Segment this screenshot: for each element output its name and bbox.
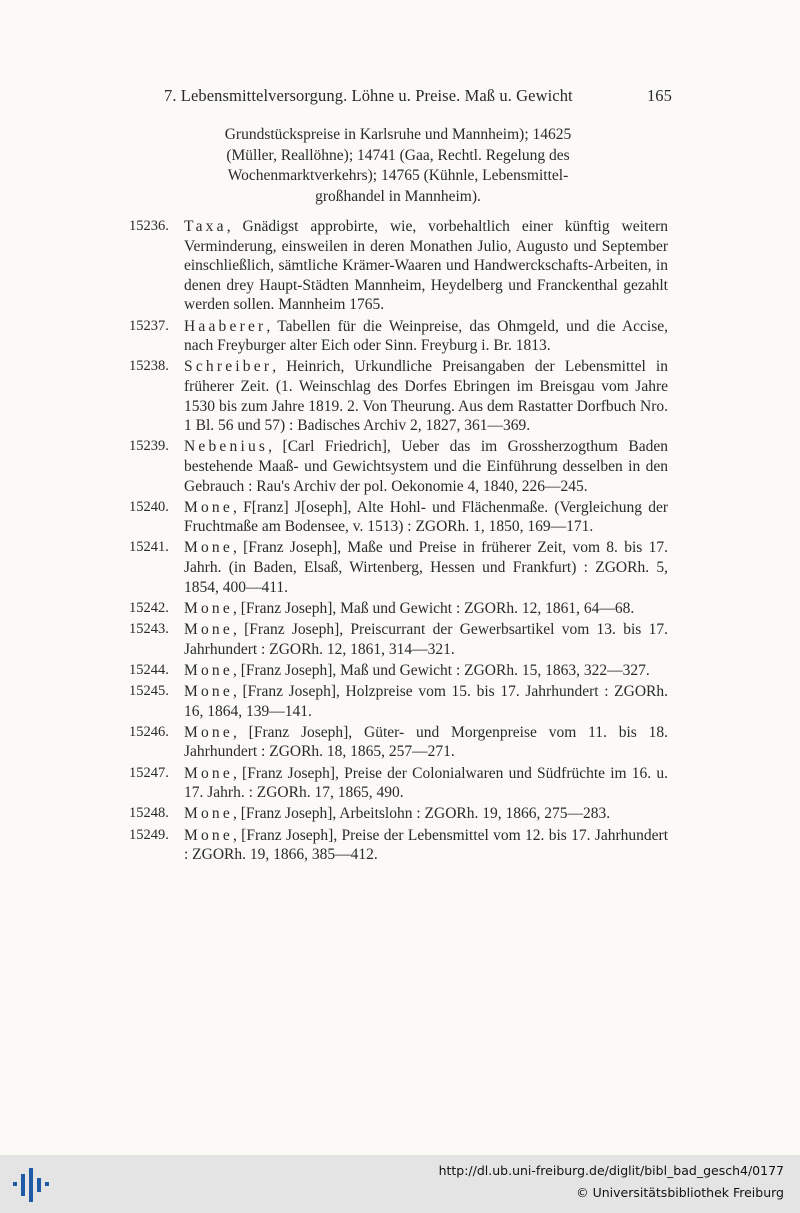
running-head <box>164 86 672 106</box>
entry-author: Mone <box>184 498 233 516</box>
entry-text <box>184 723 668 762</box>
entry-description: , [Franz Joseph], Maße und Preise in früherer Zeit, vom 8. bis 17. Jahrh. (in Baden, Elsaß, Wirtenberg, Hessen und Frankfurt) : ZGORh. 5, 1854, 400—411. <box>184 539 668 596</box>
bibliography-entry <box>0 538 668 597</box>
entry-author: Mone <box>184 683 233 700</box>
entry-description: , Heinrich, Urkundliche Preisangaben der Lebensmittel in früherer Zeit. (1. Weinschlag des Dorfes Ebringen im Breisgau vom Jahre 1530 bis zum Jahre 1819. 2. Von Theurung. Aus dem Rastatter Dorfbuch Nro. 1 Bl. 56 und 57) : Badisches Archiv 2, 1827, 361—369. <box>184 358 668 435</box>
entry-number: 15248. <box>129 805 169 822</box>
bibliography-entry <box>0 437 668 496</box>
ub-freiburg-logo-icon[interactable] <box>10 1165 50 1205</box>
bibliography-entry <box>0 661 668 681</box>
entry-text <box>184 661 668 681</box>
entry-text <box>184 357 668 435</box>
entry-text <box>184 498 668 537</box>
entry-text <box>184 437 668 496</box>
page-number: 165 <box>646 86 672 105</box>
entry-text <box>184 217 668 315</box>
entry-description: , [Franz Joseph], Maß und Gewicht : ZGORh. 15, 1863, 322—327. <box>232 661 650 679</box>
entry-author: Mone <box>184 805 233 823</box>
entry-number: 15240. <box>129 498 169 515</box>
entry-description: , [Franz Joseph], Preise der Lebensmittel vom 12. bis 17. Jahrhundert : ZGORh. 19, 1866, 385—412. <box>184 826 668 864</box>
bibliography-entry <box>0 498 668 537</box>
bibliography-entry <box>0 764 668 803</box>
entry-description: , [Franz Joseph], Arbeitslohn : ZGORh. 19, 1866, 275—283. <box>232 805 611 823</box>
entry-number: 15243. <box>129 621 169 638</box>
intro-line: Wochenmarktverkehrs); 14765 (Kühnle, Lebensmittel- <box>227 167 569 184</box>
bibliography-entry <box>0 804 668 824</box>
entry-text <box>184 538 668 597</box>
intro-line: großhandel in Mannheim). <box>315 187 481 205</box>
entry-text <box>184 804 668 824</box>
entry-author: Nebenius <box>184 438 269 456</box>
entry-number: 15249. <box>129 826 169 843</box>
bibliography-entry <box>0 723 668 762</box>
intro-paragraph <box>164 125 632 207</box>
bibliography-entry <box>0 826 668 865</box>
running-head-title: 7. Lebensmittelversorgung. Löhne u. Preise. Maß u. Gewicht <box>164 86 573 105</box>
entry-description: , F[ranz] J[oseph], Alte Hohl- und Flächenmaße. (Vergleichung der Fruchtmaße am Bodensee, v. 1513) : ZGORh. 1, 1850, 169—171. <box>184 498 668 536</box>
entry-text <box>184 317 668 356</box>
entry-author: Schreiber <box>184 358 273 376</box>
bibliography-entry <box>0 682 668 721</box>
entry-author: Haaberer <box>184 317 267 335</box>
entry-text <box>184 682 668 721</box>
entry-author: Mone <box>184 621 233 639</box>
entry-description: , Gnädigst approbirte, wie, vorbehaltlich einer künftig weitern Verminderung, einsweilen in deren Monathen Julio, Augusto und September einschließlich, sämtliche Krämer-Waaren und Handwerckschafts-Arbeiten, in denen drey Haupt-Städten Mannheim, Heydelberg und Franckenthal gezahlt werden sollen. Mannheim 1765. <box>184 218 668 314</box>
entry-text <box>184 826 668 865</box>
entry-author: Mone <box>184 539 233 557</box>
entry-description: , [Carl Friedrich], Ueber das im Grossherzogthum Baden bestehende Maaß- und Gewichtsystem und die Einführung desselben in den Gebrauch : Rau's Archiv der pol. Oekonomie 4, 1840, 226—245. <box>184 438 668 495</box>
entry-text <box>184 620 668 659</box>
entry-description: , Tabellen für die Weinpreise, das Ohmgeld, und die Accise, nach Freyburger alter Eich oder Sinn. Freyburg i. Br. 1813. <box>184 317 668 355</box>
entry-number: 15241. <box>129 539 169 556</box>
entry-number: 15238. <box>129 358 169 375</box>
entry-author: Mone <box>184 723 233 741</box>
entry-author: Mone <box>184 764 233 782</box>
viewer-footer <box>0 1155 800 1213</box>
bibliography-list <box>0 217 800 866</box>
entry-number: 15246. <box>129 723 169 740</box>
entry-number: 15244. <box>129 661 169 678</box>
bibliography-entry <box>0 357 668 435</box>
bibliography-entry <box>0 217 668 315</box>
bibliography-entry <box>0 317 668 356</box>
entry-number: 15237. <box>129 317 169 334</box>
entry-author: Mone <box>184 599 233 617</box>
entry-number: 15239. <box>129 438 169 455</box>
entry-author: Mone <box>184 826 233 844</box>
entry-description: , [Franz Joseph], Maß und Gewicht : ZGORh. 12, 1861, 64—68. <box>232 599 635 617</box>
bibliography-entry <box>0 620 668 659</box>
entry-number: 15242. <box>129 599 169 616</box>
intro-line: Grundstückspreise in Karlsruhe und Mannheim); 14625 <box>224 126 572 143</box>
entry-number: 15236. <box>129 218 169 234</box>
footer-url-link[interactable]: http://dl.ub.uni-freiburg.de/diglit/bibl_bad_gesch4/0177 <box>438 1163 784 1178</box>
entry-author: Mone <box>184 661 233 679</box>
entry-number: 15245. <box>129 683 169 699</box>
entry-description: , [Franz Joseph], Preise der Colonialwaren und Südfrüchte im 16. u. 17. Jahrh. : ZGORh. 17, 1865, 490. <box>184 764 668 802</box>
bibliography-entry <box>0 599 668 619</box>
entry-description: , [Franz Joseph], Preiscurrant der Gewerbsartikel vom 13. bis 17. Jahrhundert : ZGORh. 12, 1861, 314—321. <box>184 621 668 658</box>
entry-description: , [Franz Joseph], Güter- und Morgenpreise vom 11. bis 18. Jahrhundert : ZGORh. 18, 1865, 257—271. <box>184 723 668 761</box>
entry-number: 15247. <box>129 764 169 781</box>
intro-line: (Müller, Reallöhne); 14741 (Gaa, Rechtl. Regelung des <box>226 146 570 164</box>
entry-text <box>184 764 668 803</box>
entry-description: , [Franz Joseph], Holzpreise vom 15. bis 17. Jahrhundert : ZGORh. 16, 1864, 139—141. <box>184 683 668 720</box>
entry-text <box>184 599 668 619</box>
entry-author: Taxa <box>184 218 227 235</box>
footer-copyright: © Universitätsbibliothek Freiburg <box>576 1185 784 1200</box>
